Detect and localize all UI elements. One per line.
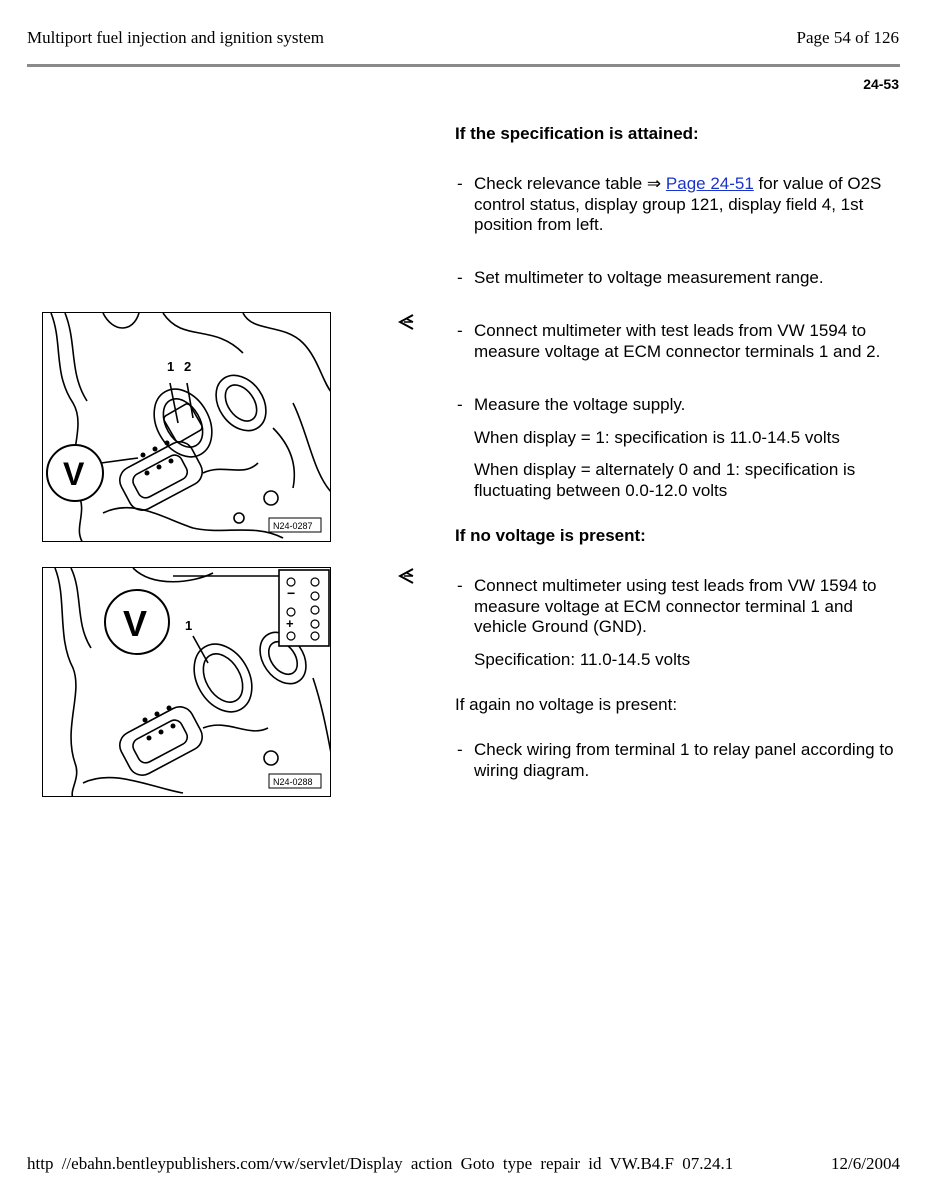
figure-id: N24-0288 [273, 777, 313, 787]
step-multimeter-range: - Set multimeter to voltage measurement range. [457, 268, 824, 287]
step-measure-supply: - Measure the voltage supply. [457, 395, 686, 414]
section-number: 24-53 [863, 76, 899, 92]
note-display-alternating: When display = alternately 0 and 1: specification is fluctuating between 0.0-12.0 volts [474, 460, 856, 500]
heading-no-voltage: If no voltage is present: [455, 526, 646, 545]
figure-ecm-terminal-1-ground [42, 567, 331, 797]
panel-sign-minus: − [287, 585, 296, 601]
document-title: Multiport fuel injection and ignition system [27, 28, 324, 47]
bullet-dash: - [457, 576, 463, 595]
step-check-relevance [457, 174, 897, 236]
step-connect-terminals-1-2: - Connect multimeter with test leads from VW 1594 to measure voltage at ECM connector terminals 1 and 2. [457, 321, 881, 361]
bullet-dash: - [457, 174, 463, 193]
step-text: Check relevance table ⇒ Page 24-51 for value of O2S control status, display group 121, display field 4, 1st position from left. [474, 174, 882, 234]
note-specification: Specification: 11.0-14.5 volts [474, 650, 691, 669]
heading-specification-attained: If the specification is attained: [455, 124, 699, 143]
figure-illustration [43, 313, 331, 542]
figure-id: N24-0287 [273, 521, 313, 531]
footer-url: http //ebahn.bentleypublishers.com/vw/servlet/Display action Goto type repair id VW.B4.F 07.24.1 [27, 1154, 734, 1173]
bullet-dash: - [457, 321, 463, 340]
again-no-voltage: If again no voltage is present: [455, 695, 678, 714]
page-indicator: Page 54 of 126 [796, 28, 899, 47]
figure-ecm-terminals-1-2 [42, 312, 331, 542]
figure-illustration [43, 568, 331, 797]
voltmeter-label: V [63, 456, 85, 492]
panel-sign-plus: + [286, 616, 294, 631]
footer-date: 12/6/2004 [831, 1154, 900, 1173]
pointer-arrow-icon [398, 568, 416, 584]
step-connect-ground: - Connect multimeter using test leads from VW 1594 to measure voltage at ECM connector terminal 1 and vehicle Ground (GND). [457, 576, 877, 636]
bullet-dash: - [457, 740, 463, 759]
voltmeter-label: V [123, 603, 148, 644]
bullet-dash: - [457, 268, 463, 287]
pointer-arrow-icon [398, 314, 416, 330]
header-divider [27, 64, 900, 67]
bullet-dash: - [457, 395, 463, 414]
callout-1: 1 [185, 618, 193, 633]
page-link[interactable]: Page 24-51 [665, 174, 754, 193]
step-check-wiring: - Check wiring from terminal 1 to relay panel according to wiring diagram. [457, 740, 894, 780]
note-display-1: When display = 1: specification is 11.0-14.5 volts [474, 428, 840, 447]
callout-2: 2 [184, 359, 192, 374]
callout-1: 1 [167, 359, 175, 374]
